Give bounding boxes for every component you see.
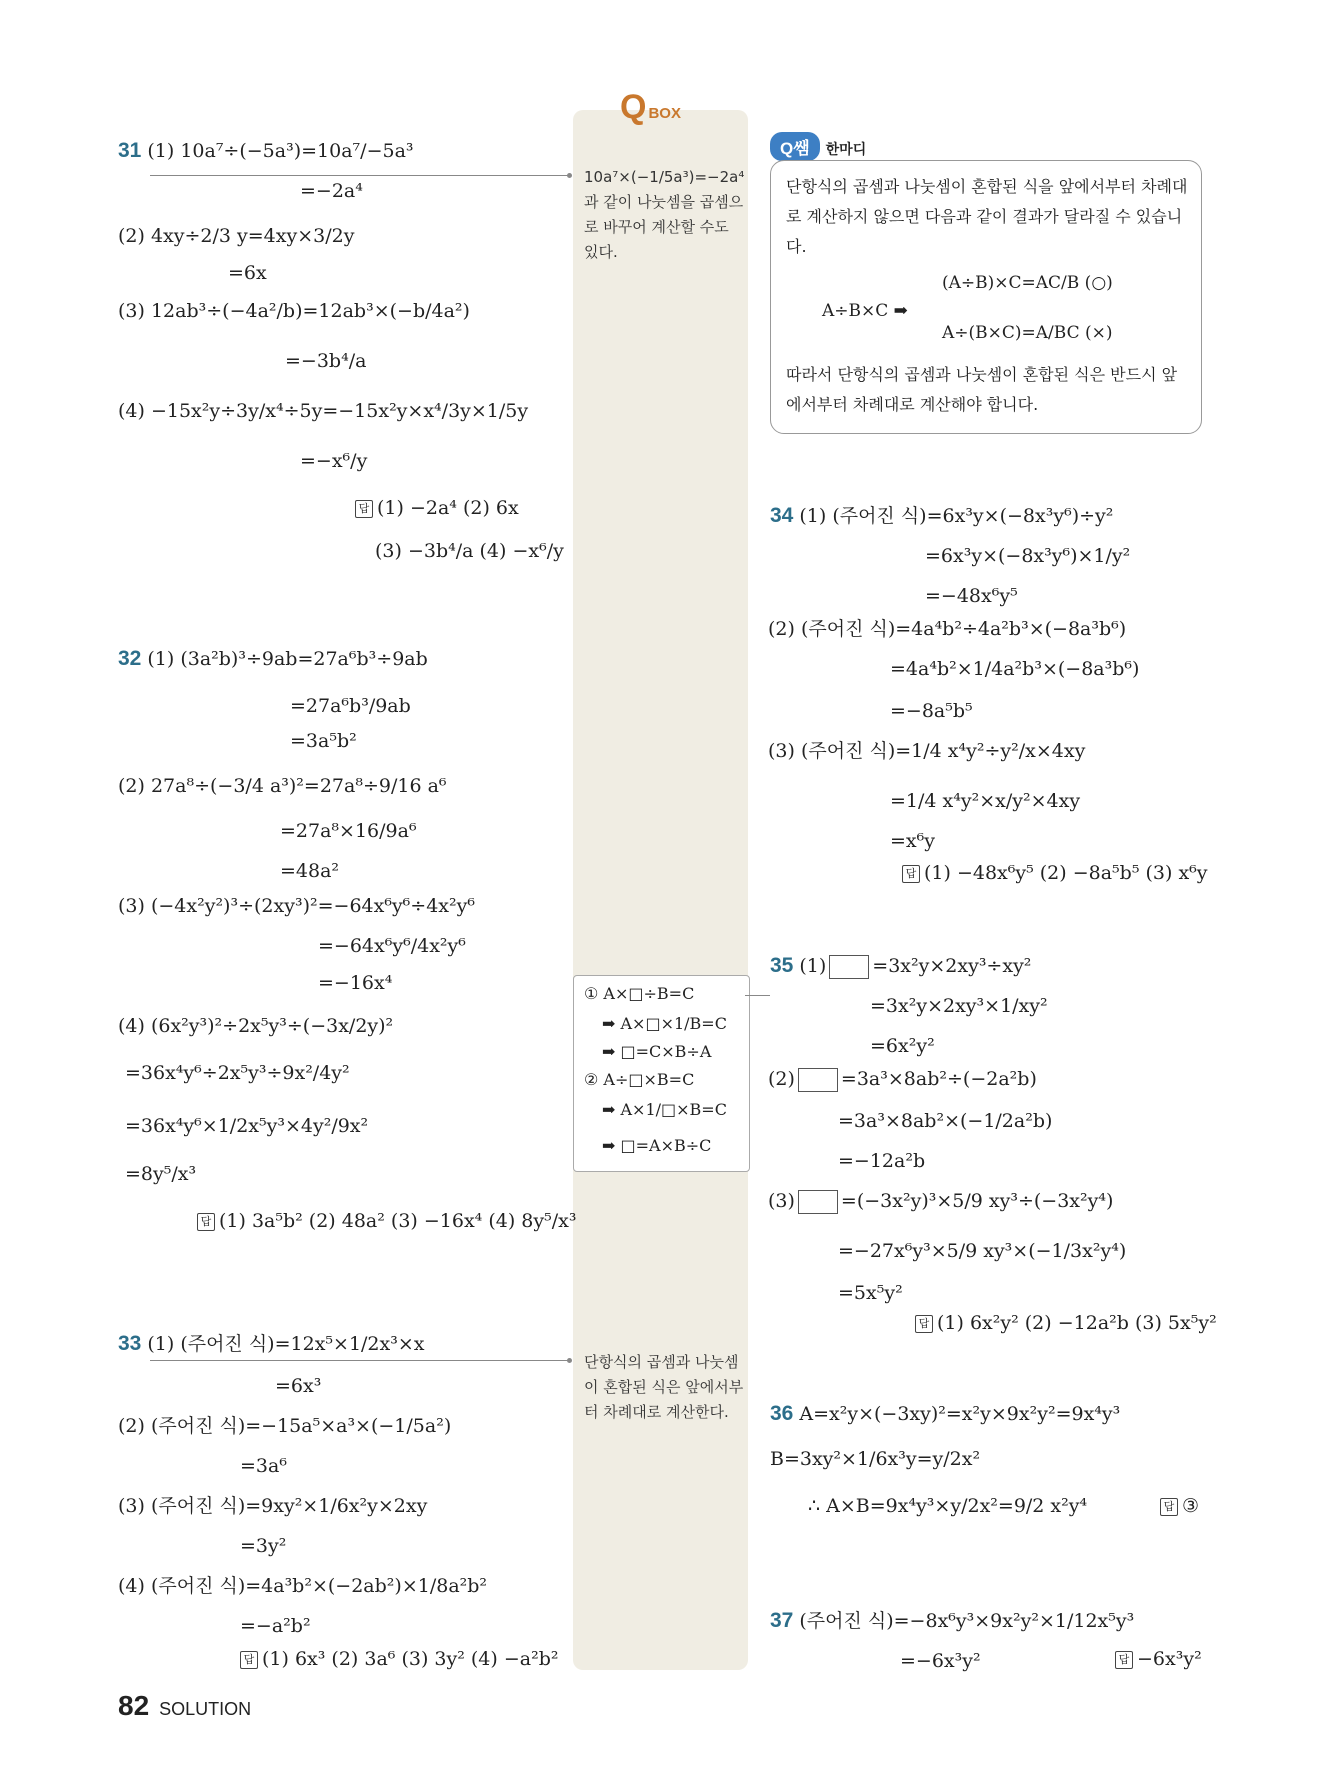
blank-box — [798, 1068, 838, 1092]
connector-35 — [745, 995, 770, 996]
problem-35-line — [768, 1068, 1037, 1092]
problem-35-line: =−12a²b — [838, 1150, 926, 1172]
problem-number: 33 — [118, 1332, 142, 1355]
answer-34 — [902, 862, 1208, 884]
answer-37 — [1115, 1648, 1202, 1670]
page-footer — [118, 1690, 251, 1722]
problem-36-line: ∴ A×B=9x⁴y³×y/2x²=9/2 x²y⁴ — [808, 1495, 1088, 1517]
problem-number: 36 — [770, 1402, 794, 1425]
math-line: (1) — [799, 955, 827, 977]
problem-33-line: =3a⁶ — [240, 1455, 287, 1477]
qbox-logo-label: BOX — [648, 105, 681, 122]
rule-line: ① A×□÷B=C — [584, 984, 695, 1003]
answer-icon: 답 — [355, 500, 373, 518]
blank-box — [829, 955, 869, 979]
problem-34-line: =4a⁴b²×1/4a²b³×(−8a³b⁶) — [890, 658, 1140, 680]
problem-34-line: (2) (주어진 식)=4a⁴b²÷4a²b³×(−8a³b⁶) — [768, 618, 1127, 640]
math-line: (1) (주어진 식)=12x⁵×1/2x³×x — [147, 1333, 425, 1355]
problem-32-line: =27a⁶b³/9ab — [290, 695, 411, 717]
tip-badge: Q쌤 — [770, 132, 820, 161]
problem-32-line: (3) (−4x²y²)³÷(2xy³)²=−64x⁶y⁶÷4x²y⁶ — [118, 895, 475, 917]
problem-35-line: =6x²y² — [870, 1035, 935, 1057]
problem-33-line: =3y² — [240, 1535, 287, 1557]
qbox-rules — [573, 975, 750, 1172]
qbox-column — [573, 110, 748, 1670]
problem-34-line: =x⁶y — [890, 830, 935, 852]
page-number: 82 — [118, 1690, 150, 1721]
problem-34-line: =1/4 x⁴y²×x/y²×4xy — [890, 790, 1081, 812]
problem-32-line: =8y⁵/x³ — [125, 1163, 197, 1185]
math-line: (1) (3a²b)³÷9ab=27a⁶b³÷9ab — [147, 648, 428, 670]
math-line: (3) — [768, 1190, 795, 1212]
problem-32-line — [118, 648, 428, 670]
answer-35 — [915, 1312, 1217, 1334]
answer-text: ③ — [1182, 1495, 1200, 1517]
problem-36-line: B=3xy²×1/6x³y=y/2x² — [770, 1448, 981, 1470]
math-line: (1) (주어진 식)=6x³y×(−8x³y⁶)÷y² — [799, 505, 1114, 527]
answer-icon: 답 — [197, 1213, 215, 1231]
problem-35-line: =3x²y×2xy³×1/xy² — [870, 995, 1048, 1017]
problem-34-line — [770, 505, 1113, 527]
connector-dot — [567, 1358, 572, 1363]
problem-31-line: (2) 4xy÷2/3 y=4xy×3/2y — [118, 225, 355, 247]
answer-icon: 답 — [902, 865, 920, 883]
problem-35-line — [770, 955, 1031, 979]
answer-icon: 답 — [240, 1651, 258, 1669]
answer-text: (1) 6x³ (2) 3a⁶ (3) 3y² (4) −a²b² — [262, 1648, 559, 1670]
math-line: =3a³×8ab²÷(−2a²b) — [840, 1068, 1037, 1090]
math-line: A=x²y×(−3xy)²=x²y×9x²y²=9x⁴y³ — [799, 1403, 1121, 1425]
problem-37-line: =−6x³y² — [900, 1650, 981, 1672]
problem-number: 35 — [770, 954, 794, 977]
connector-dot — [567, 173, 572, 178]
answer-text: (1) 3a⁵b² (2) 48a² (3) −16x⁴ (4) 8y⁵/x³ — [219, 1210, 577, 1232]
problem-31-line: =6x — [228, 262, 267, 284]
problem-34-line: =−8a⁵b⁵ — [890, 700, 973, 722]
answer-text: (1) −48x⁶y⁵ (2) −8a⁵b⁵ (3) x⁶y — [924, 862, 1208, 884]
problem-32-line: (2) 27a⁸÷(−3/4 a³)²=27a⁸÷9/16 a⁶ — [118, 775, 447, 797]
problem-32-line: =27a⁸×16/9a⁶ — [280, 820, 417, 842]
problem-31-line: =−2a⁴ — [300, 180, 363, 202]
problem-32-line: (4) (6x²y³)²÷2x⁵y³÷(−3x/2y)² — [118, 1015, 394, 1037]
connector-31 — [150, 175, 570, 176]
problem-31-line — [118, 140, 414, 162]
answer-32 — [197, 1210, 576, 1232]
problem-32-line: =36x⁴y⁶÷2x⁵y³÷9x²/4y² — [125, 1062, 350, 1084]
problem-34-line: (3) (주어진 식)=1/4 x⁴y²÷y²/x×4xy — [768, 740, 1086, 762]
problem-33-line: (2) (주어진 식)=−15a⁵×a³×(−1/5a²) — [118, 1415, 452, 1437]
answer-text: (1) 6x²y² (2) −12a²b (3) 5x⁵y² — [937, 1312, 1217, 1334]
problem-number: 37 — [770, 1609, 794, 1632]
rule-line: ➡ A×1/□×B=C — [602, 1100, 727, 1119]
answer-33 — [240, 1648, 558, 1670]
tip-formula-2: A÷(B×C)=A/BC (×) — [942, 323, 1113, 343]
tip-header — [770, 132, 866, 161]
problem-35-line — [768, 1190, 1113, 1214]
qbox-logo-mark: Q — [620, 88, 647, 126]
problem-32-line: =−64x⁶y⁶/4x²y⁶ — [318, 935, 466, 957]
problem-number: 32 — [118, 647, 142, 670]
rule-line: ➡ A×□×1/B=C — [602, 1014, 727, 1033]
answer-text: (1) −2a⁴ (2) 6x — [377, 497, 519, 519]
answer-icon: 답 — [1160, 1498, 1178, 1516]
problem-35-line: =5x⁵y² — [838, 1282, 903, 1304]
problem-34-line: =6x³y×(−8x³y⁶)×1/y² — [925, 545, 1131, 567]
tip-subtitle: 한마디 — [825, 141, 867, 157]
problem-33-line: =6x³ — [275, 1375, 322, 1397]
problem-32-line: =3a⁵b² — [290, 730, 357, 752]
problem-37-line — [770, 1610, 1134, 1632]
tip-paragraph-2: 따라서 단항식의 곱셈과 나눗셈이 혼합된 식은 반드시 앞에서부터 차례대로 계산해야 합니다. — [786, 365, 1178, 414]
problem-number: 34 — [770, 504, 794, 527]
problem-34-line: =−48x⁶y⁵ — [925, 585, 1018, 607]
answer-icon: 답 — [1115, 1651, 1133, 1669]
math-line: (2) — [768, 1068, 795, 1090]
tip-formula-1: (A÷B)×C=AC/B (○) — [942, 273, 1113, 293]
blank-box — [798, 1190, 838, 1214]
qbox-note-31: 10a⁷×(−1/5a³)=−2a⁴과 같이 나눗셈을 곱셈으로 바꾸어 계산할 수도 있다. — [584, 168, 745, 261]
answer-31-cont: (3) −3b⁴/a (4) −x⁶/y — [375, 540, 564, 562]
math-line: (주어진 식)=−8x⁶y³×9x²y²×1/12x⁵y³ — [799, 1610, 1135, 1632]
problem-33-line — [118, 1333, 425, 1355]
tip-formula-lhs: A÷B×C ➡ — [822, 301, 908, 321]
answer-36 — [1160, 1495, 1199, 1517]
rule-line: ➡ □=C×B÷A — [602, 1042, 712, 1061]
problem-31-line: =−x⁶/y — [300, 450, 368, 472]
footer-label: SOLUTION — [159, 1699, 252, 1719]
rule-line: ➡ □=A×B÷C — [602, 1136, 712, 1155]
problem-33-line: (4) (주어진 식)=4a³b²×(−2ab²)×1/8a²b² — [118, 1575, 488, 1597]
problem-31-line: =−3b⁴/a — [285, 350, 367, 372]
problem-31-line: (3) 12ab³÷(−4a²/b)=12ab³×(−b/4a²) — [118, 300, 470, 322]
rule-line: ② A÷□×B=C — [584, 1070, 695, 1089]
problem-33-line: =−a²b² — [240, 1615, 311, 1637]
math-line: =(−3x²y)³×5/9 xy³÷(−3x²y⁴) — [840, 1190, 1114, 1212]
problem-32-line: =−16x⁴ — [318, 972, 393, 994]
problem-32-line: =48a² — [280, 860, 340, 882]
answer-31 — [355, 497, 519, 519]
problem-number: 31 — [118, 139, 142, 162]
tip-paragraph-1: 단항식의 곱셈과 나눗셈이 혼합된 식을 앞에서부터 차례대로 계산하지 않으면 다음과 같이 결과가 달라질 수 있습니다. — [786, 177, 1188, 256]
qbox-note-33: 단항식의 곱셈과 나눗셈이 혼합된 식은 앞에서부터 차례대로 계산한다. — [584, 1353, 744, 1421]
problem-35-line: =3a³×8ab²×(−1/2a²b) — [838, 1110, 1053, 1132]
problem-33-line: (3) (주어진 식)=9xy²×1/6x²y×2xy — [118, 1495, 428, 1517]
answer-text: −6x³y² — [1137, 1648, 1202, 1670]
problem-31-line: (4) −15x²y÷3y/x⁴÷5y=−15x²y×x⁴/3y×1/5y — [118, 400, 529, 422]
problem-36-line — [770, 1403, 1120, 1425]
problem-35-line: =−27x⁶y³×5/9 xy³×(−1/3x²y⁴) — [838, 1240, 1127, 1262]
answer-icon: 답 — [915, 1315, 933, 1333]
math-line: =3x²y×2xy³÷xy² — [872, 955, 1032, 977]
problem-32-line: =36x⁴y⁶×1/2x⁵y³×4y²/9x² — [125, 1115, 369, 1137]
qbox-logo — [620, 88, 681, 127]
math-line: (1) 10a⁷÷(−5a³)=10a⁷/−5a³ — [147, 140, 414, 162]
connector-33 — [150, 1360, 570, 1361]
